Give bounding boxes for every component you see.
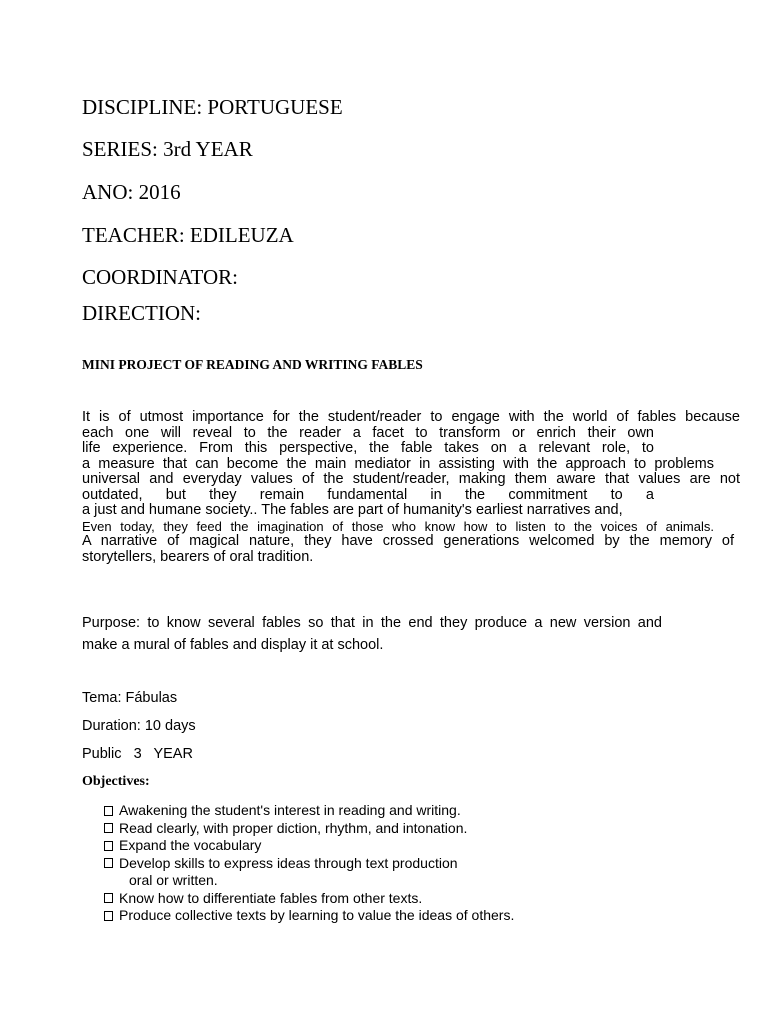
list-item — [104, 890, 514, 908]
intro-paragraph — [82, 410, 740, 565]
public-line: Public 3 YEAR — [82, 746, 193, 762]
list-item — [104, 802, 514, 820]
project-title: MINI PROJECT OF READING AND WRITING FABLES — [82, 357, 423, 372]
intro-line: each one will reveal to the reader a facet to transform or enrich their own — [82, 424, 654, 441]
list-item-continuation — [104, 872, 514, 890]
objective-text: Read clearly, with proper diction, rhythm, and intonation. — [119, 819, 468, 836]
discipline-heading: DISCIPLINE: PORTUGUESE — [82, 95, 343, 119]
direction-heading: DIRECTION: — [82, 301, 201, 325]
checkbox-icon — [104, 858, 113, 868]
intro-line: outdated, but they remain fundamental in the commitment to a — [82, 486, 654, 503]
intro-line: storytellers, bearers of oral tradition. — [82, 548, 314, 565]
intro-line: life experience. From this perspective, the fable takes on a relevant role, to — [82, 440, 654, 456]
checkbox-icon — [104, 841, 113, 851]
year-heading: ANO: 2016 — [82, 180, 181, 204]
purpose-paragraph — [82, 612, 682, 656]
objective-text: Develop skills to express ideas through text production — [119, 854, 458, 871]
objective-text: oral or written. — [129, 872, 218, 888]
theme-line: Tema: Fábulas — [82, 690, 178, 706]
list-item — [104, 837, 514, 855]
intro-line: It is of utmost importance for the student/reader to engage with the world of fables because — [82, 409, 740, 425]
list-item — [104, 820, 514, 838]
purpose-line: Purpose: to know several fables so that in the end they produce a new version and — [82, 615, 662, 631]
intro-line: A narrative of magical nature, they have crossed generations welcomed by the memory of — [82, 533, 734, 549]
list-item — [104, 907, 514, 925]
coordinator-heading: COORDINATOR: — [82, 265, 238, 289]
intro-line: Even today, they feed the imagination of those who know how to listen to the voices of animals. — [82, 518, 714, 534]
series-heading: SERIES: 3rd YEAR — [82, 137, 253, 161]
list-item — [104, 855, 514, 873]
objective-text: Produce collective texts by learning to value the ideas of others. — [119, 907, 515, 923]
checkbox-icon — [104, 893, 113, 903]
duration-line: Duration: 10 days — [82, 718, 196, 734]
intro-line: a measure that can become the main mediator in assisting with the approach to problems — [82, 455, 714, 472]
objectives-list — [104, 802, 514, 925]
intro-line: a just and humane society.. The fables are part of humanity's earliest narratives and, — [82, 502, 623, 518]
checkbox-icon — [104, 823, 113, 833]
purpose-line: make a mural of fables and display it at school. — [82, 637, 384, 653]
objective-text: Awakening the student's interest in reading and writing. — [119, 802, 461, 818]
checkbox-icon — [104, 911, 113, 921]
checkbox-icon — [104, 806, 113, 816]
objective-text: Know how to differentiate fables from other texts. — [119, 889, 423, 906]
objective-text: Expand the vocabulary — [119, 837, 262, 853]
intro-line: universal and everyday values of the student/reader, making them aware that values are not — [82, 471, 740, 487]
teacher-heading: TEACHER: EDILEUZA — [82, 223, 294, 247]
objectives-heading: Objectives: — [82, 774, 150, 789]
